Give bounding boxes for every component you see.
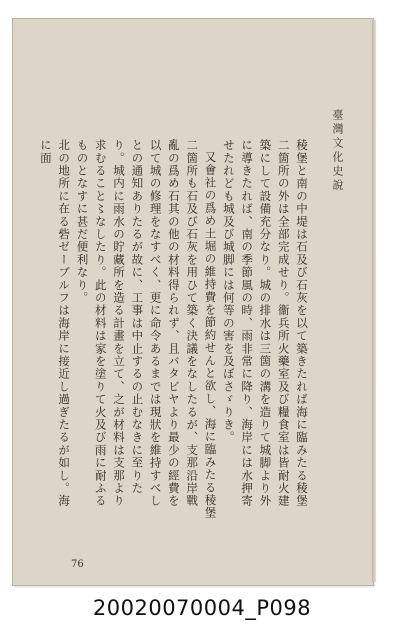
body-text [37,139,311,519]
paragraph-1: 稜堡と南の中堤は石及び石灰を以て築きたれば海に臨みたる稜堡二箇所の外は全部完成せり。衞兵所火藥室及び糧食室は皆耐火建築にして設備充分なり。城の排水は三箇の溝を造りて城脚より外に導きたれば、南の季節風の時、雨非常に降り、海岸には水押寄せたれども城及び城脚には何等の害を及ぼさゞりき。 [221,139,309,508]
paragraph-2: 又會社の爲め土堀の維持費を節約せんと欲し、海に臨みたる稜堡二箇所も石及び石灰を用ひて築く決議をなしたるが、支那沿岸戰亂の爲め石其の他の材料得られず、且バタビヤより最少の經費を以て城の修理をなすべく、更に命令あるまでは現狀を維持すべしとの通知ありたるが故に、工事は中止するの止むなきに至りたり。城内に雨水の貯藏所を造る計畫を立て、之が材料は支那より求むること〻なしたり。此の材料は家を塗りて火及び雨に耐ふるものとなすに甚だ便利なり。 [75,139,218,519]
paragraph-3: 北の地所に在る砦ゼーブルフは海岸に接近し過ぎたるが如し。海に面 [38,139,72,508]
page-edge [372,20,376,582]
image-caption: 20020070004_P098 [92,596,312,620]
page-number: 76 [71,559,84,570]
running-head: 臺灣文化史說 [331,109,344,193]
book-page [12,18,374,586]
